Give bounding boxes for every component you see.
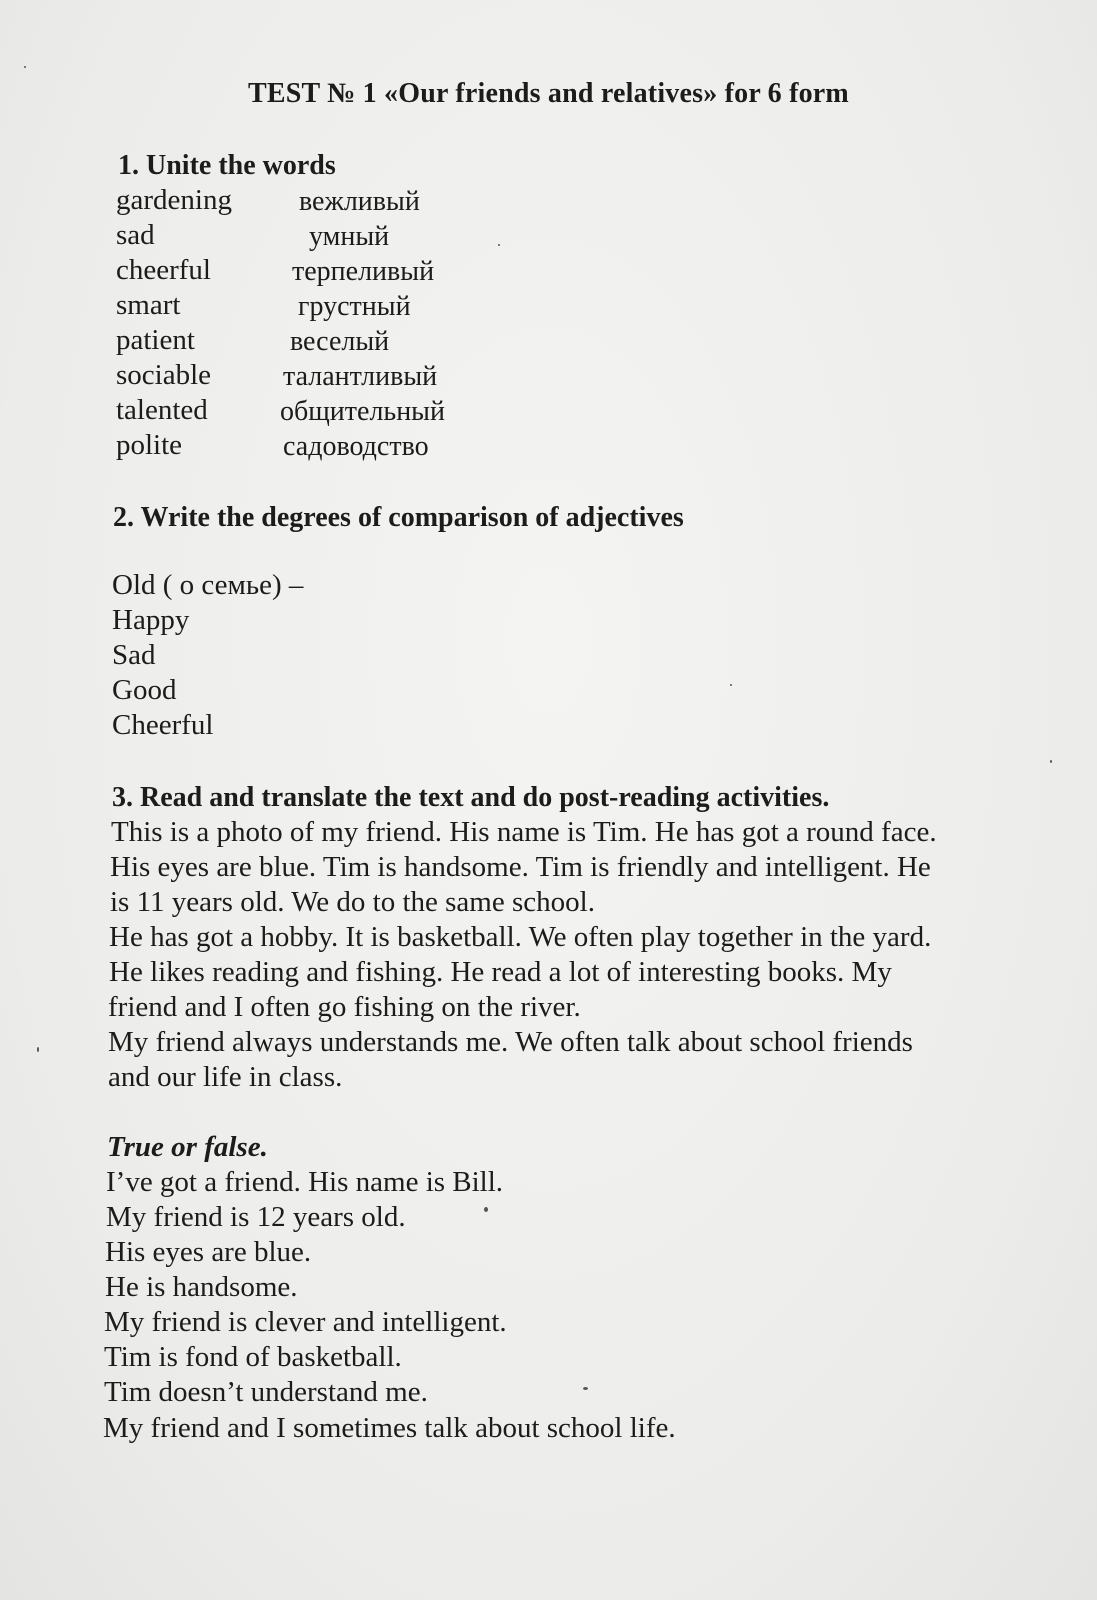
statement-item: Tim doesn’t understand me.	[104, 1376, 428, 1408]
word-russian: общительный	[280, 396, 445, 427]
scan-speck	[484, 1207, 488, 1212]
text-line: He has got a hobby. It is basketball. We often play together in the yard.	[109, 921, 932, 953]
word-english: gardening	[116, 184, 232, 216]
statement-item: My friend is 12 years old.	[106, 1201, 406, 1233]
text-line: is 11 years old. We do to the same school.	[110, 886, 595, 918]
statement-item: His eyes are blue.	[105, 1236, 312, 1268]
page-title: TEST № 1 «Our friends and relatives» for 6 form	[248, 78, 849, 109]
scan-speck	[1050, 760, 1052, 763]
word-english: cheerful	[116, 254, 211, 286]
adjective-item: Happy	[112, 604, 190, 636]
word-english: polite	[116, 429, 183, 461]
word-russian: талантливый	[283, 361, 438, 392]
word-russian: умный	[309, 221, 390, 252]
word-russian: терпеливый	[292, 256, 435, 287]
section1-heading: 1. Unite the words	[118, 150, 336, 181]
scan-speck	[498, 244, 500, 246]
section2-heading: 2. Write the degrees of comparison of adjectives	[113, 502, 684, 533]
scan-speck	[37, 1047, 39, 1052]
text-line: He likes reading and fishing. He read a lot of interesting books. My	[109, 956, 892, 988]
word-russian: садоводство	[283, 431, 429, 462]
statement-item: My friend and I sometimes talk about school life.	[103, 1412, 676, 1444]
text-line: My friend always understands me. We often talk about school friends	[108, 1026, 913, 1058]
text-line: This is a photo of my friend. His name is Tim. He has got a round face.	[111, 816, 937, 848]
word-english: patient	[116, 324, 195, 356]
adjective-item: Good	[112, 674, 177, 706]
statement-item: He is handsome.	[105, 1271, 298, 1303]
text-line: and our life in class.	[108, 1061, 343, 1093]
scan-speck	[583, 1387, 588, 1390]
scan-speck	[24, 66, 26, 68]
adjective-item: Old ( о семье) –	[112, 569, 304, 601]
word-russian: вежливый	[299, 186, 420, 217]
scan-speck	[730, 684, 732, 686]
section3-heading: 3. Read and translate the text and do post-reading activities.	[112, 782, 830, 813]
word-english: smart	[116, 289, 181, 321]
word-russian: грустный	[298, 291, 411, 322]
statement-item: Tim is fond of basketball.	[104, 1341, 402, 1373]
text-line: His eyes are blue. Tim is handsome. Tim is friendly and intelligent. He	[110, 851, 931, 883]
adjective-item: Cheerful	[112, 709, 214, 741]
statement-item: My friend is clever and intelligent.	[104, 1306, 507, 1338]
word-english: sad	[116, 219, 155, 251]
true-false-heading: True or false.	[107, 1131, 268, 1163]
word-russian: веселый	[290, 326, 390, 357]
word-english: talented	[116, 394, 208, 426]
statement-item: I’ve got a friend. His name is Bill.	[106, 1166, 504, 1198]
word-english: sociable	[116, 359, 212, 391]
adjective-item: Sad	[112, 639, 156, 671]
text-line: friend and I often go fishing on the river.	[108, 991, 581, 1023]
